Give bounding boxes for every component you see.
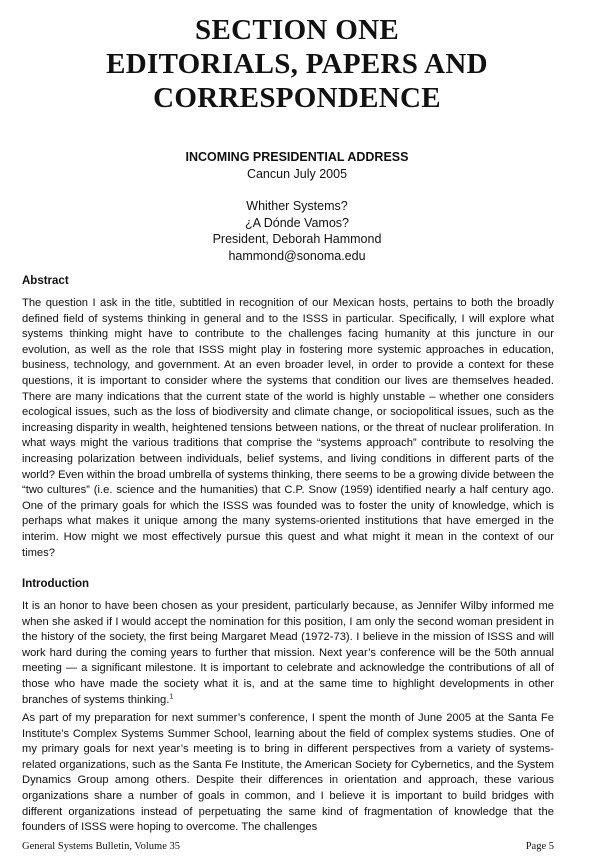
introduction-paragraph-1 <box>22 599 554 708</box>
section-title <box>0 13 594 115</box>
address-title: INCOMING PRESIDENTIAL ADDRESS <box>185 150 409 164</box>
introduction-paragraph-2-text: As part of my preparation for next summer’s conference, I spent the month of June 2005 at the Santa Fe Institute’s Complex Systems Summer School, learning about the field of complex systems studies. One of my primary goals for next year’s meeting is to bring in different perspectives from a variety of systems-related organizations, such as the Santa Fe Institute, the American Society for Cybernetics, and the System Dynamics Group among others. Despite their differences in orientation and approach, these various organizations share a number of goals in common, and I believe it is important to build bridges with different organizations instead of perpetuating the same kind of fragmentation of knowledge that the founders of ISSS were hoping to overcome. The challenges <box>22 712 554 834</box>
section-title-line-2: EDITORIALS, PAPERS AND <box>106 48 488 80</box>
abstract-body <box>22 296 554 561</box>
footer-publication: General Systems Bulletin, Volume 35 <box>22 841 180 852</box>
abstract-heading: Abstract <box>22 275 69 287</box>
introduction-paragraph-2 <box>22 711 554 836</box>
section-title-line-1: SECTION ONE <box>195 14 399 46</box>
abstract-paragraph: The question I ask in the title, subtitled in recognition of our Mexican hosts, pertains to both the broadly defined field of systems thinking in general and to the ISSS in particular. Specifically, I will explore what systems thinking might have to contribute to the challenges facing humanity at this juncture in our evolution, as well as the role that ISSS might play in fostering more systemic approaches in education, business, technology, and government. At an even broader level, in order to provide a context for these questions, it is important to consider where the systems that condition our lives are themselves headed. There are many indications that the current state of the world is highly unstable – whether one considers ecological issues, such as the loss of biodiversity and climate change, or sociopolitical issues, such as the increasing disparity in wealth, heightened tensions between nations, or the threat of nuclear proliferation. In what ways might the various traditions that comprise the “systems approach” contribute to resolving the increasing polarization between individuals, belief systems, and living conditions in different parts of the world? Even within the broad umbrella of systems thinking, there seems to be a growing divide between the “two cultures” (i.e. science and the humanities) that C.P. Snow (1959) identified nearly a half century ago. One of the primary goals for which the ISSS was founded was to foster the unity of knowledge, which is perhaps what makes it unique among the many systems-oriented institutions that have emerged in the interim. How might we most effectively pursue this quest and what might it mean in the context of our times? <box>22 297 554 559</box>
introduction-heading: Introduction <box>22 578 90 590</box>
address-email: hammond@sonoma.edu <box>228 248 366 263</box>
footnote-marker[interactable]: 1 <box>169 692 174 700</box>
address-subtitle-spanish: ¿A Dónde Vamos? <box>245 215 349 230</box>
address-subtitle-english: Whither Systems? <box>246 199 348 213</box>
footer-page-number: Page 5 <box>525 841 554 852</box>
introduction-paragraph-1-text: It is an honor to have been chosen as your president, particularly because, as Jennifer Wilby informed me when she asked if I would accept the nomination for this position, I am only the second woman president in the history of the society, the first being Margaret Mead (1972-73). I believe in the mission of ISSS and will work hard during the coming years to further that mission. Next year’s conference will be the 50th annual meeting — a significant milestone. It is important to celebrate and acknowledge the contributions of all of those who have made the society what it is, and at the same time to highlight developments in other branches of systems thinking. <box>22 600 554 706</box>
presidential-address-header <box>0 149 594 264</box>
section-title-line-3: CORRESPONDENCE <box>153 82 441 114</box>
address-spacer <box>0 182 594 198</box>
address-author: President, Deborah Hammond <box>212 232 382 246</box>
address-place-date: Cancun July 2005 <box>246 166 348 181</box>
